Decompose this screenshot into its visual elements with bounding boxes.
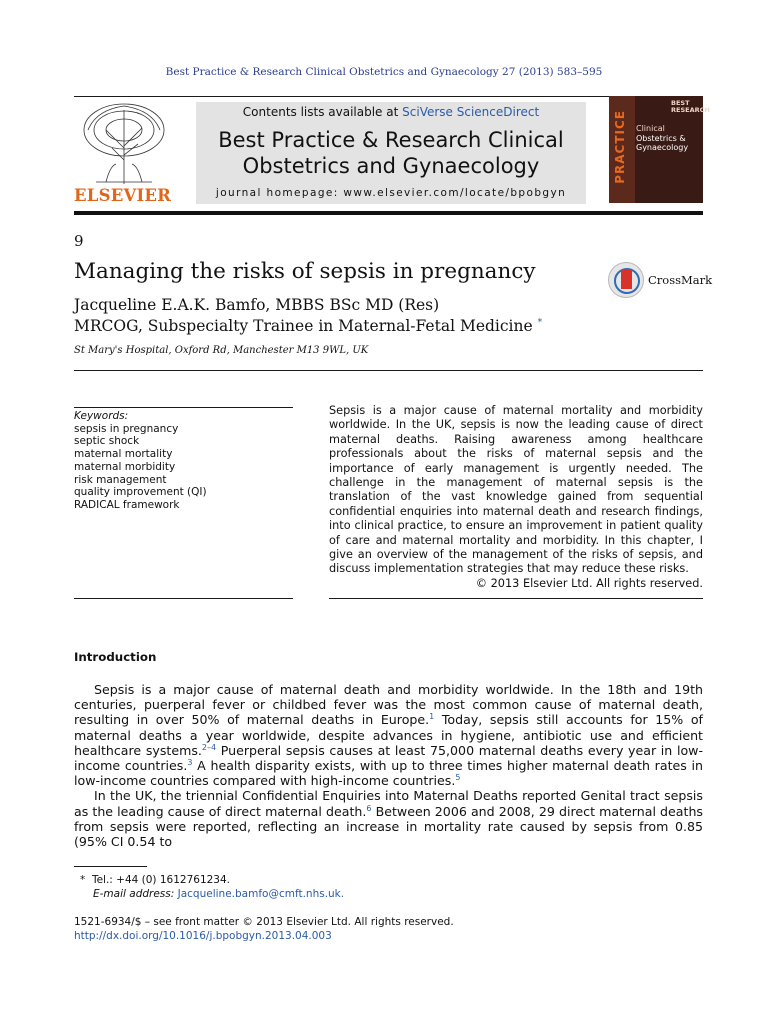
keyword-item: quality improvement (QI) xyxy=(74,486,207,499)
affiliation: St Mary's Hospital, Oxford Rd, Manchester M13 9WL, UK xyxy=(74,345,369,356)
doi-link[interactable]: http://dx.doi.org/10.1016/j.bpobgyn.2013.04.003 xyxy=(74,930,332,942)
journal-citation: Best Practice & Research Clinical Obstetrics and Gynaecology 27 (2013) 583–595 xyxy=(165,66,603,78)
footnote-telephone xyxy=(80,874,230,886)
p1-text-d: A health disparity exists, with up to three times higher maternal death rates in low-income countries compared with high-income countries. xyxy=(74,758,704,789)
keywords-rule-bottom xyxy=(74,598,293,599)
paragraph xyxy=(74,788,703,849)
footnote-rule xyxy=(74,866,147,867)
footnote-mark: * xyxy=(80,874,86,886)
chapter-number: 9 xyxy=(74,232,84,250)
crossmark-icon xyxy=(608,262,644,298)
journal-title-line2: Obstetrics and Gynaecology xyxy=(242,154,540,178)
paragraph xyxy=(74,682,703,788)
p1-text-a: Sepsis is a major cause of maternal death and morbidity worldwide. In the 18th and 19th centuries, puerperal fever or childbed fever was the most common cause of maternal death, resulting in over 50% of maternal deaths in Europe. xyxy=(74,682,703,728)
journal-cover xyxy=(609,96,710,203)
introduction-body xyxy=(74,682,703,849)
elsevier-tree-logo xyxy=(76,100,172,184)
p2-text-a: In the UK, the triennial Confidential Enquiries into Maternal Deaths reported Genital tract sepsis as the leading cause of direct maternal death. xyxy=(74,788,703,819)
cover-research: RESEARCH xyxy=(671,106,710,114)
reference-link[interactable]: 6 xyxy=(366,803,372,813)
email-link[interactable]: Jacqueline.bamfo@cmft.nhs.uk. xyxy=(177,888,345,900)
article-title: Managing the risks of sepsis in pregnancy xyxy=(74,259,536,284)
reference-link[interactable]: 2–4 xyxy=(201,742,217,752)
cover-vertical-text: PRACTICE xyxy=(613,110,627,184)
footnote-email xyxy=(93,888,344,900)
reference-link[interactable]: 1 xyxy=(429,712,435,722)
keyword-item: sepsis in pregnancy xyxy=(74,422,179,435)
reference-link[interactable]: 3 xyxy=(187,758,193,768)
crossmark-bookmark xyxy=(621,270,632,289)
crossmark-label: CrossMark xyxy=(648,273,713,287)
cover-journal-name: Obstetrics & Gynaecology xyxy=(636,133,689,152)
header-thick-rule xyxy=(74,211,703,215)
crossmark-button[interactable] xyxy=(608,262,713,298)
keywords-rule-top xyxy=(74,407,293,408)
keyword-item: septic shock xyxy=(74,435,140,448)
author-footnote-mark[interactable]: * xyxy=(537,318,543,328)
keywords-block xyxy=(74,410,293,512)
contents-line xyxy=(196,105,586,119)
author-name: Jacqueline E.A.K. Bamfo, MBBS BSc MD (Res) xyxy=(74,296,440,314)
abstract-text: Sepsis is a major cause of maternal mortality and morbidity worldwide. In the UK, sepsis is now the leading cause of direct maternal deaths. Raising awareness among healthcare professionals about the risks of maternal sepsis and the importance of early management is urgently needed. The challenge in the management of maternal sepsis is the translation of the vast knowledge gained from sequential confidential enquiries into maternal death and research findings, into clinical practice, to ensure an improvement in patient quality of care and maternal mortality and morbidity. In this chapter, I give an overview of the management of the risks of sepsis, and discuss implementation strategies that may reduce these risks. xyxy=(329,404,703,576)
elsevier-wordmark: ELSEVIER xyxy=(74,186,172,205)
email-label: E-mail address: xyxy=(93,888,178,900)
author-rule xyxy=(74,370,703,371)
cover-best: BEST xyxy=(671,99,690,107)
abstract-copyright: © 2013 Elsevier Ltd. All rights reserved. xyxy=(475,577,703,590)
keywords-heading: Keywords: xyxy=(74,410,129,422)
journal-title-line1: Best Practice & Research Clinical xyxy=(218,128,564,152)
keyword-item: maternal morbidity xyxy=(74,460,176,473)
sciencedirect-link[interactable]: SciVerse ScienceDirect xyxy=(402,105,540,119)
keyword-item: risk management xyxy=(74,473,167,486)
reference-link[interactable]: 5 xyxy=(455,773,461,783)
p1-text-c: Puerperal sepsis causes at least 75,000 maternal deaths every year in low-income countries. xyxy=(74,742,703,774)
cover-label: Clinical xyxy=(636,124,665,133)
p1-text-b: Today, sepsis still accounts for 15% of maternal deaths a year worldwide, despite advances in hygiene, antibiotic use and efficient healthcare systems. xyxy=(74,712,703,758)
cover-title xyxy=(636,124,702,153)
author-title xyxy=(74,317,542,335)
keyword-item: RADICAL framework xyxy=(74,498,180,511)
p2-text-b: Between 2006 and 2008, 29 direct maternal deaths from sepsis were reported, reflecting an increase in mortality rate caused by sepsis from 0.85 (95% CI 0.54 to xyxy=(74,803,703,850)
front-matter: 1521-6934/$ – see front matter © 2013 Elsevier Ltd. All rights reserved. xyxy=(74,916,454,928)
abstract-rule-bottom xyxy=(329,598,703,599)
cover-series xyxy=(671,100,710,114)
section-heading-introduction: Introduction xyxy=(74,650,157,664)
journal-title xyxy=(196,127,586,179)
journal-homepage[interactable]: journal homepage: www.elsevier.com/locate/bpobgyn xyxy=(215,187,567,199)
keyword-item: maternal mortality xyxy=(74,448,173,461)
telephone-text: Tel.: +44 (0) 1612761234. xyxy=(91,874,231,886)
contents-prefix: Contents lists available at xyxy=(242,105,403,119)
author-title-text: MRCOG, Subspecialty Trainee in Maternal-Fetal Medicine xyxy=(74,317,533,335)
